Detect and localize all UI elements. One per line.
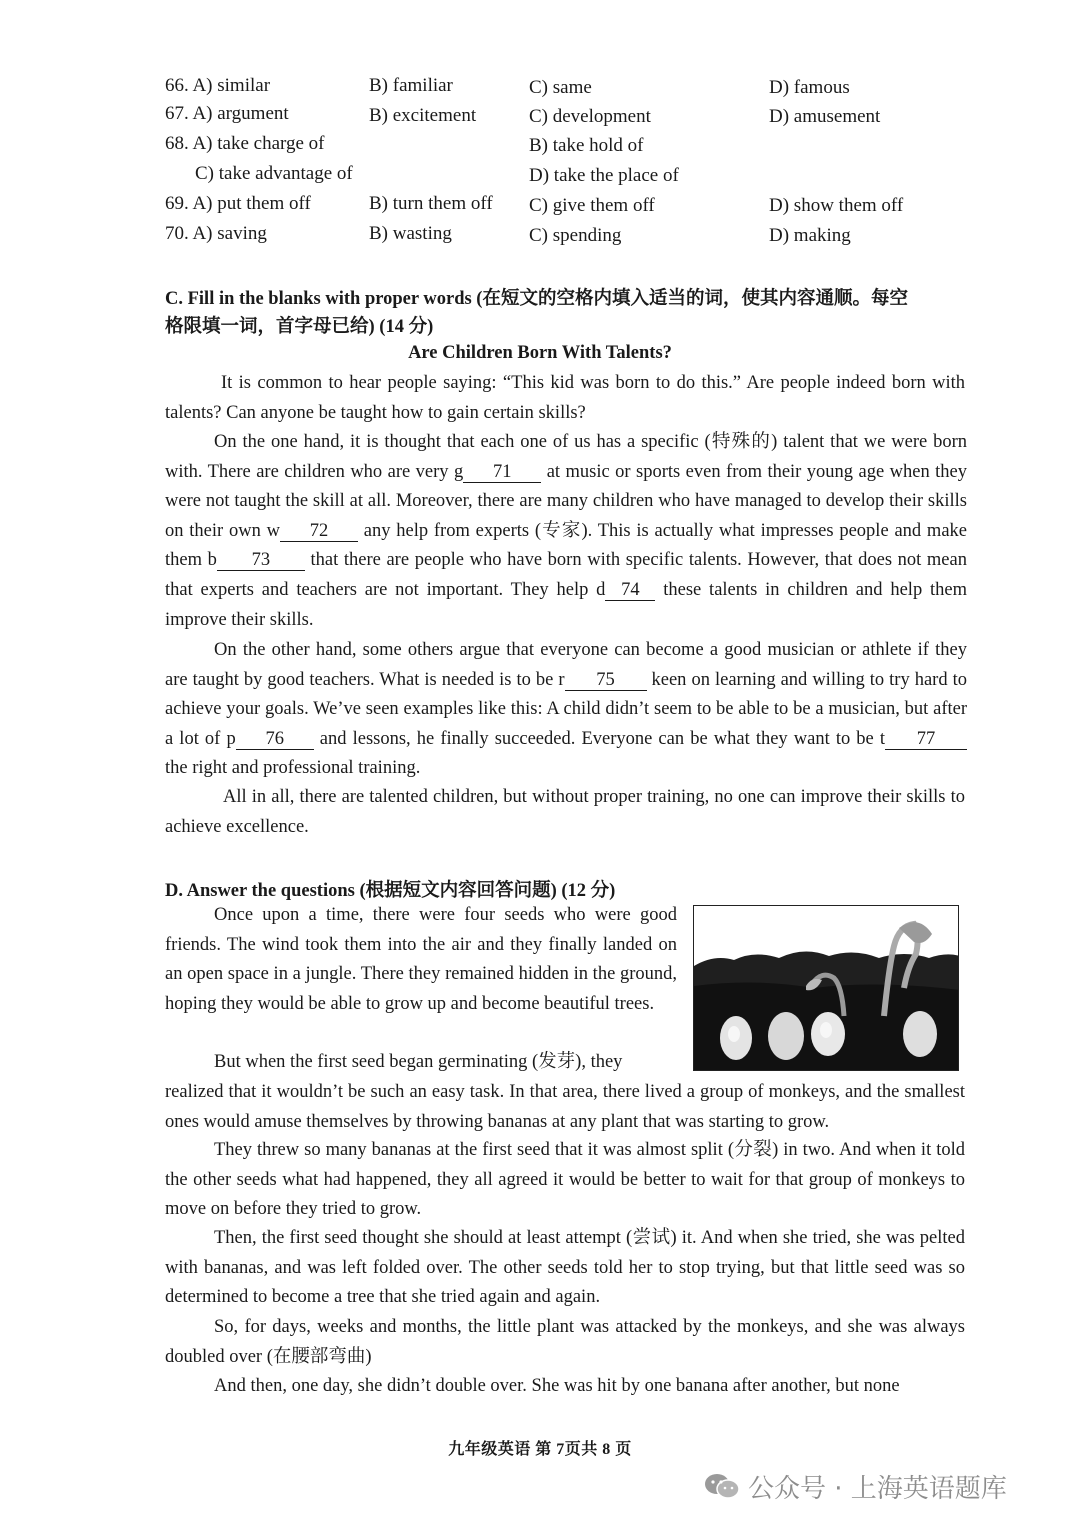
- passage-d-paragraph-3: They threw so many bananas at the first seed that it was almost split (分裂) in two. And when it told the other seeds what had happened, they all agreed it would be better to wait for that group of monkeys to move on before they tried to grow.: [165, 1140, 965, 1220]
- q66-option-c: C) same: [529, 77, 592, 98]
- q68-option-c: C) take advantage of: [195, 163, 353, 184]
- passage-d-paragraph-2-first-line: But when the first seed began germinating (发芽), they: [214, 1052, 623, 1072]
- q66-option-d: D) famous: [769, 77, 850, 98]
- passage-d-paragraph-2-rest: realized that it wouldn’t be such an easy task. In that area, there lived a group of monkeys, and the smallest ones would amuse themselves by throwing bananas at any plant that was starting to grow.: [165, 1082, 965, 1132]
- passage-c-paragraph-2: On the one hand, it is thought that each one of us has a specific (特殊的) talent that we were born with. There are children who are very g 71 at music or sports even from their young age when they were not taught the skill at all. Moreover, there are many children who have managed to develop their skills on their own w 72 any help from experts (专家). This is actually what impresses people and make them b 73 that there are people who have born with specific talents. However, that does not mean that experts and teachers are not important. They help d 74 these talents in children and help them improve their skills.: [165, 432, 968, 630]
- passage-c-paragraph-1: It is common to hear people saying: “This kid was born to do this.” Are people indeed born with talents? Can anyone be taught how to gain certain skills?: [165, 373, 965, 423]
- q67-option-b: B) excitement: [369, 105, 477, 126]
- section-c-heading-line2: 格限填一词，首字母已给) (14 分): [165, 317, 434, 337]
- blank-75: 75: [565, 670, 647, 691]
- page-footer: 九年级英语 第 7页共 8 页: [448, 1441, 632, 1458]
- passage-c-paragraph-3: On the other hand, some others argue that everyone can become a good musician or athlete if they are taught by good teachers. What is needed is to be r 75 keen on learning and willing to try hard to achieve your goals. We’ve seen examples like this: A child didn’t seem to be able to be a musician, but after a lot of p 76 and lessons, he finally succeeded. Everyone can be what they want to be t 77 the right and professional training.: [165, 640, 967, 779]
- passage-d-paragraph-4: Then, the first seed thought she should at least attempt (尝试) it. And when she tried, she was pelted with bananas, and was left folded over. The other seeds told her to stop trying, but that little seed was so determined to become a tree that she tried again and again.: [165, 1228, 965, 1308]
- q70-option-a: 70. A) saving: [165, 223, 267, 244]
- blank-73: 73: [217, 550, 305, 571]
- seedlings-illustration: [694, 906, 959, 1071]
- blank-76: 76: [236, 729, 314, 750]
- blank-74: 74: [605, 580, 655, 601]
- q69-option-a: 69. A) put them off: [165, 193, 311, 214]
- q68-option-a: 68. A) take charge of: [165, 133, 325, 154]
- passage-d-paragraph-5: So, for days, weeks and months, the little plant was attacked by the monkeys, and she was always doubled over (在腰部弯曲): [165, 1317, 965, 1367]
- section-d-heading: D. Answer the questions (根据短文内容回答问题) (12 分): [165, 881, 616, 901]
- q67-option-c: C) development: [529, 106, 651, 127]
- blank-77: 77: [885, 729, 967, 750]
- q70-option-c: C) spending: [529, 225, 622, 246]
- q69-option-b: B) turn them off: [369, 193, 493, 214]
- wechat-icon: [704, 1472, 740, 1500]
- q66-option-a: 66. A) similar: [165, 75, 271, 96]
- q70-option-d: D) making: [769, 225, 851, 246]
- passage-c-paragraph-4: All in all, there are talented children, but without proper training, no one can improve their skills to achieve excellence.: [165, 787, 965, 837]
- section-c-heading-line1: C. Fill in the blanks with proper words (在短文的空格内填入适当的词，使其内容通顺。每空: [165, 289, 908, 309]
- q67-option-d: D) amusement: [769, 106, 881, 127]
- q69-option-d: D) show them off: [769, 195, 904, 216]
- q68-option-b: B) take hold of: [529, 135, 644, 156]
- seedlings-photo: [693, 905, 959, 1071]
- q70-option-b: B) wasting: [369, 223, 452, 244]
- q68-option-d: D) take the place of: [529, 165, 679, 186]
- q69-option-c: C) give them off: [529, 195, 655, 216]
- q66-option-b: B) familiar: [369, 75, 453, 96]
- blank-72: 72: [280, 521, 358, 542]
- passage-d-paragraph-1: Once upon a time, there were four seeds who were good friends. The wind took them into the air and they finally landed on an open space in a jungle. There they remained hidden in the ground, hoping they would be able to grow up and become beautiful trees.: [165, 905, 677, 1014]
- passage-d-paragraph-6: And then, one day, she didn’t double over. She was hit by one banana after another, but none: [214, 1376, 900, 1396]
- passage-c-title: Are Children Born With Talents?: [408, 343, 672, 363]
- q67-option-a: 67. A) argument: [165, 103, 289, 124]
- watermark-text: 公众号 · 上海英语题库: [748, 1473, 1007, 1504]
- blank-71: 71: [463, 462, 541, 483]
- watermark: [704, 1466, 1007, 1506]
